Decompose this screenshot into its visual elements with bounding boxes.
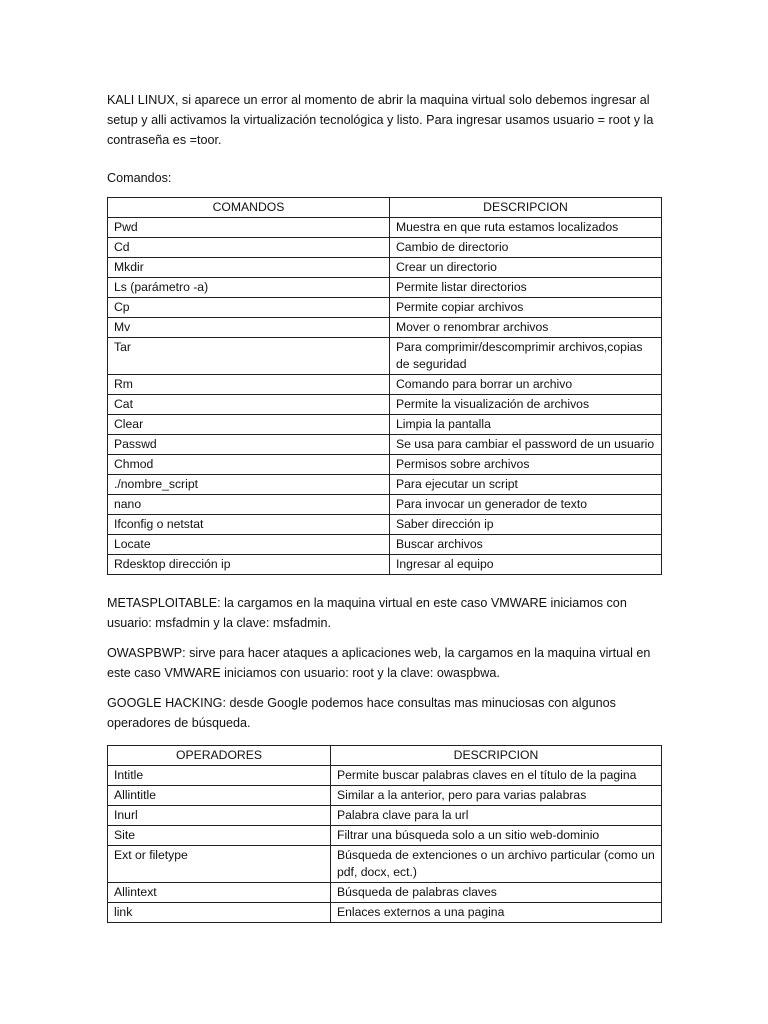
command-row-description-cell: Muestra en que ruta estamos localizados xyxy=(390,218,662,238)
command-row-description-cell: Ingresar al equipo xyxy=(390,555,662,575)
command-row xyxy=(108,298,662,318)
command-row xyxy=(108,238,662,258)
operator-row-key-cell: Intitle xyxy=(108,766,331,786)
operators-table-body xyxy=(108,766,662,923)
operator-row xyxy=(108,846,662,883)
command-row xyxy=(108,415,662,435)
operator-row-key-cell: Site xyxy=(108,826,331,846)
operator-row xyxy=(108,786,662,806)
command-row-key-cell: Ifconfig o netstat xyxy=(108,515,390,535)
commands-heading: Comandos: xyxy=(107,171,172,185)
command-row-key-cell: ./nombre_script xyxy=(108,475,390,495)
command-row-description-cell: Buscar archivos xyxy=(390,535,662,555)
command-row xyxy=(108,535,662,555)
command-row xyxy=(108,495,662,515)
operators-table xyxy=(107,745,662,923)
command-row-description-cell: Para invocar un generador de texto xyxy=(390,495,662,515)
operator-row xyxy=(108,883,662,903)
command-row-description-cell: Comando para borrar un archivo xyxy=(390,375,662,395)
operator-row xyxy=(108,806,662,826)
operator-row-key-cell: Inurl xyxy=(108,806,331,826)
commands-table xyxy=(107,197,662,575)
command-row-key-cell: Chmod xyxy=(108,455,390,475)
command-row xyxy=(108,435,662,455)
command-row xyxy=(108,555,662,575)
description-column-header: DESCRIPCION xyxy=(390,198,662,218)
operator-row-key-cell: Ext or filetype xyxy=(108,846,331,883)
commands-table-body xyxy=(108,218,662,575)
command-row xyxy=(108,218,662,238)
metasploitable-paragraph: METASPLOITABLE: la cargamos en la maquina virtual en este caso VMWARE iniciamos con usuario: msfadmin y la clave: msfadmin. xyxy=(107,596,627,630)
operator-row-description-cell: Búsqueda de extenciones o un archivo particular (como un pdf, docx, ect.) xyxy=(331,846,662,883)
commands-column-header: COMANDOS xyxy=(108,198,390,218)
command-row-key-cell: Rdesktop dirección ip xyxy=(108,555,390,575)
command-row-description-cell: Permite la visualización de archivos xyxy=(390,395,662,415)
operator-row-description-cell: Palabra clave para la url xyxy=(331,806,662,826)
intro-paragraph: KALI LINUX, si aparece un error al momento de abrir la maquina virtual solo debemos ingresar al setup y alli activamos la virtualización tecnológica y listo. Para ingresar usamos usuario = root y la contraseña es =toor. xyxy=(107,93,654,147)
google-hacking-paragraph: GOOGLE HACKING: desde Google podemos hace consultas mas minuciosas con algunos operadores de búsqueda. xyxy=(107,696,616,730)
command-row-description-cell: Permite listar directorios xyxy=(390,278,662,298)
command-row xyxy=(108,375,662,395)
command-row-key-cell: nano xyxy=(108,495,390,515)
command-row xyxy=(108,475,662,495)
command-row-description-cell: Crear un directorio xyxy=(390,258,662,278)
command-row-description-cell: Limpia la pantalla xyxy=(390,415,662,435)
command-row xyxy=(108,515,662,535)
command-row-description-cell: Se usa para cambiar el password de un usuario xyxy=(390,435,662,455)
operator-row-key-cell: Allintitle xyxy=(108,786,331,806)
command-row-key-cell: Cat xyxy=(108,395,390,415)
command-row-key-cell: Clear xyxy=(108,415,390,435)
document-body xyxy=(107,90,663,923)
command-row-key-cell: Locate xyxy=(108,535,390,555)
operator-row xyxy=(108,903,662,923)
command-row xyxy=(108,338,662,375)
operator-row xyxy=(108,826,662,846)
command-row xyxy=(108,278,662,298)
command-row-key-cell: Pwd xyxy=(108,218,390,238)
command-row-description-cell: Permisos sobre archivos xyxy=(390,455,662,475)
command-row-description-cell: Para ejecutar un script xyxy=(390,475,662,495)
operator-row-description-cell: Similar a la anterior, pero para varias palabras xyxy=(331,786,662,806)
operators-table-header-row xyxy=(108,746,662,766)
command-row-key-cell: Ls (parámetro -a) xyxy=(108,278,390,298)
command-row-description-cell: Para comprimir/descomprimir archivos,copias de seguridad xyxy=(390,338,662,375)
operator-row-description-cell: Permite buscar palabras claves en el título de la pagina xyxy=(331,766,662,786)
owaspbwp-paragraph: OWASPBWP: sirve para hacer ataques a aplicaciones web, la cargamos en la maquina virtual en este caso VMWARE iniciamos con usuario: root y la clave: owaspbwa. xyxy=(107,646,651,680)
operator-row-key-cell: link xyxy=(108,903,331,923)
command-row xyxy=(108,395,662,415)
operator-description-column-header: DESCRIPCION xyxy=(331,746,662,766)
command-row-key-cell: Mv xyxy=(108,318,390,338)
operator-row-description-cell: Filtrar una búsqueda solo a un sitio web-dominio xyxy=(331,826,662,846)
commands-table-header-row xyxy=(108,198,662,218)
command-row-description-cell: Cambio de directorio xyxy=(390,238,662,258)
command-row-key-cell: Tar xyxy=(108,338,390,375)
command-row-description-cell: Saber dirección ip xyxy=(390,515,662,535)
command-row-key-cell: Passwd xyxy=(108,435,390,455)
operator-row-key-cell: Allintext xyxy=(108,883,331,903)
operator-row xyxy=(108,766,662,786)
command-row xyxy=(108,258,662,278)
operator-row-description-cell: Búsqueda de palabras claves xyxy=(331,883,662,903)
command-row xyxy=(108,455,662,475)
command-row-key-cell: Cp xyxy=(108,298,390,318)
operators-column-header: OPERADORES xyxy=(108,746,331,766)
command-row-key-cell: Mkdir xyxy=(108,258,390,278)
command-row-description-cell: Mover o renombrar archivos xyxy=(390,318,662,338)
command-row-description-cell: Permite copiar archivos xyxy=(390,298,662,318)
command-row-key-cell: Cd xyxy=(108,238,390,258)
command-row-key-cell: Rm xyxy=(108,375,390,395)
command-row xyxy=(108,318,662,338)
operator-row-description-cell: Enlaces externos a una pagina xyxy=(331,903,662,923)
